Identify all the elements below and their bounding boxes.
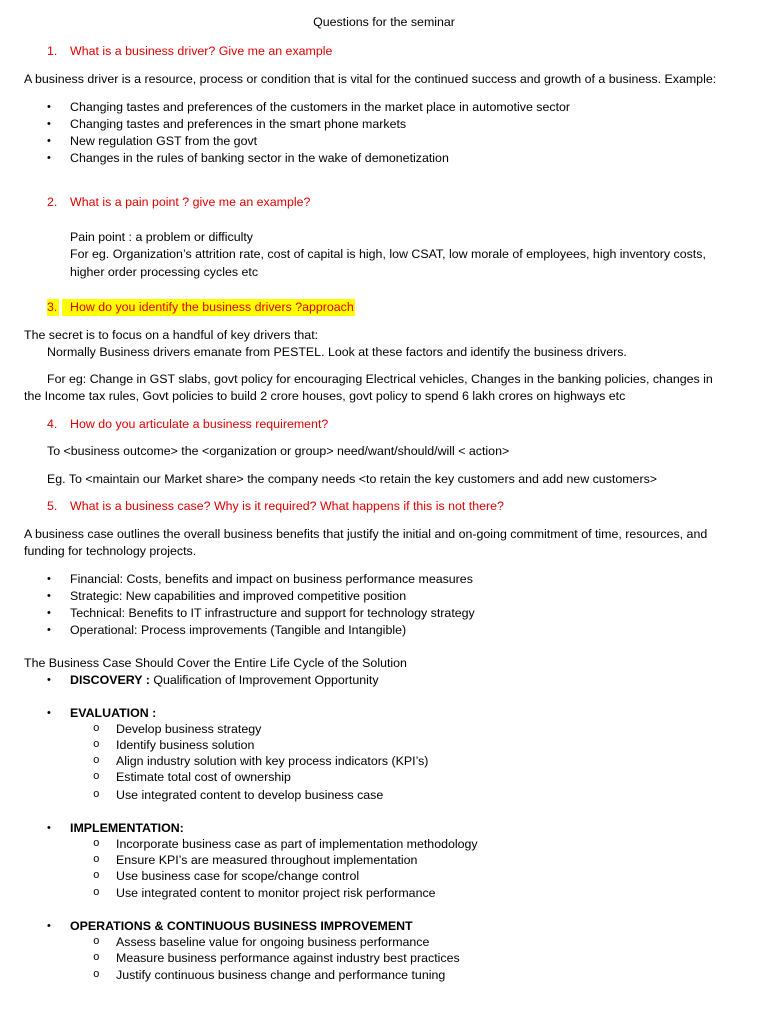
bullet-glyph: • bbox=[47, 707, 51, 719]
sub-bullet-glyph: o bbox=[93, 789, 100, 801]
bullet-glyph: • bbox=[47, 822, 51, 834]
sub-bullet-glyph: o bbox=[93, 854, 100, 866]
question-1-answer: A business driver is a resource, process or condition that is vital for the continued success and growth of a business. Example: bbox=[24, 72, 717, 86]
question-3-text: How do you identify the business drivers ?approach bbox=[62, 299, 355, 316]
sub-list-item-text: Develop business strategy bbox=[116, 722, 262, 736]
question-5-number: 5. bbox=[47, 499, 58, 513]
sub-bullet-glyph: o bbox=[93, 838, 100, 850]
sub-bullet-glyph: o bbox=[93, 952, 100, 964]
paragraph-line: To <business outcome> the <organization or group> need/want/should/will < action> bbox=[47, 444, 510, 458]
sub-bullet-glyph: o bbox=[93, 969, 100, 981]
sub-list-item-text: Measure business performance against industry best practices bbox=[116, 951, 460, 965]
sub-list-item-text: Align industry solution with key process indicators (KPI’s) bbox=[116, 754, 429, 768]
sub-bullet-glyph: o bbox=[93, 755, 100, 767]
paragraph-line: The secret is to focus on a handful of key drivers that: bbox=[24, 328, 319, 342]
paragraph-line: For eg: Change in GST slabs, govt policy for encouraging Electrical vehicles, Changes in the banking policies, changes in bbox=[47, 372, 713, 386]
list-item-text: Changes in the rules of banking sector in the wake of demonetization bbox=[70, 151, 449, 165]
discovery-text bbox=[70, 672, 379, 689]
paragraph-line: Normally Business drivers emanate from PESTEL. Look at these factors and identify the business drivers. bbox=[47, 345, 627, 359]
sub-bullet-glyph: o bbox=[93, 887, 100, 899]
paragraph-line: funding for technology projects. bbox=[24, 544, 197, 558]
bullet-glyph: • bbox=[47, 135, 51, 147]
sub-list-item-text: Ensure KPI’s are measured throughout implementation bbox=[116, 853, 418, 867]
question-1-number: 1. bbox=[47, 44, 58, 58]
sub-list-item-text: Identify business solution bbox=[116, 738, 255, 752]
bullet-glyph: • bbox=[47, 118, 51, 130]
list-item-text: Strategic: New capabilities and improved competitive position bbox=[70, 589, 407, 603]
sub-bullet-glyph: o bbox=[93, 936, 100, 948]
bullet-glyph: • bbox=[47, 152, 51, 164]
question-2-number: 2. bbox=[47, 195, 58, 209]
sub-bullet-glyph: o bbox=[93, 771, 100, 783]
discovery-label: DISCOVERY : bbox=[70, 673, 150, 687]
bullet-glyph: • bbox=[47, 624, 51, 636]
page-title: Questions for the seminar bbox=[313, 15, 455, 29]
bullet-glyph: • bbox=[47, 590, 51, 602]
sub-list-item-text: Use integrated content to develop business case bbox=[116, 788, 384, 802]
discovery-description: Qualification of Improvement Opportunity bbox=[149, 673, 379, 687]
operations-label: OPERATIONS & CONTINUOUS BUSINESS IMPROVEMENT bbox=[70, 919, 413, 933]
paragraph-line: Eg. To <maintain our Market share> the company needs <to retain the key customers and add new customers> bbox=[47, 472, 658, 486]
question-2-text: What is a pain point ? give me an example? bbox=[70, 195, 311, 209]
sub-bullet-glyph: o bbox=[93, 723, 100, 735]
sub-list-item-text: Estimate total cost of ownership bbox=[116, 770, 291, 784]
list-item-text: Changing tastes and preferences in the smart phone markets bbox=[70, 117, 407, 131]
question-5-text: What is a business case? Why is it required? What happens if this is not there? bbox=[70, 499, 504, 513]
question-4-number: 4. bbox=[47, 417, 58, 431]
bullet-glyph: • bbox=[47, 607, 51, 619]
list-item-text: Technical: Benefits to IT infrastructure and support for technology strategy bbox=[70, 606, 475, 620]
paragraph-line: For eg. Organization’s attrition rate, cost of capital is high, low CSAT, low morale of employees, high inventory costs, bbox=[70, 247, 706, 261]
list-item-text: Operational: Process improvements (Tangible and Intangible) bbox=[70, 623, 407, 637]
list-item-text: New regulation GST from the govt bbox=[70, 134, 258, 148]
bullet-glyph: • bbox=[47, 101, 51, 113]
question-4-text: How do you articulate a business requirement? bbox=[70, 417, 329, 431]
bullet-glyph: • bbox=[47, 674, 51, 686]
lifecycle-heading: The Business Case Should Cover the Entire Life Cycle of the Solution bbox=[24, 656, 407, 670]
list-item-text: Financial: Costs, benefits and impact on business performance measures bbox=[70, 572, 473, 586]
paragraph-line: the Income tax rules, Govt policies to build 2 crore houses, govt policy to spend 6 lakh crores on highways etc bbox=[24, 389, 626, 403]
sub-bullet-glyph: o bbox=[93, 739, 100, 751]
sub-bullet-glyph: o bbox=[93, 870, 100, 882]
paragraph-line: Pain point : a problem or difficulty bbox=[70, 230, 253, 244]
sub-list-item-text: Justify continuous business change and performance tuning bbox=[116, 968, 446, 982]
bullet-glyph: • bbox=[47, 573, 51, 585]
paragraph-line: higher order processing cycles etc bbox=[70, 265, 259, 279]
sub-list-item-text: Use integrated content to monitor project risk performance bbox=[116, 886, 436, 900]
sub-list-item-text: Incorporate business case as part of implementation methodology bbox=[116, 837, 478, 851]
bullet-glyph: • bbox=[47, 920, 51, 932]
list-item-text: Changing tastes and preferences of the customers in the market place in automotive sector bbox=[70, 100, 571, 114]
sub-list-item-text: Use business case for scope/change control bbox=[116, 869, 360, 883]
question-1-text: What is a business driver? Give me an example bbox=[70, 44, 333, 58]
sub-list-item-text: Assess baseline value for ongoing business performance bbox=[116, 935, 430, 949]
evaluation-label: EVALUATION : bbox=[70, 706, 157, 720]
question-3-number: 3. bbox=[47, 300, 58, 314]
paragraph-line: A business case outlines the overall business benefits that justify the initial and on-going commitment of time, resources, and bbox=[24, 527, 708, 541]
implementation-label: IMPLEMENTATION: bbox=[70, 821, 184, 835]
